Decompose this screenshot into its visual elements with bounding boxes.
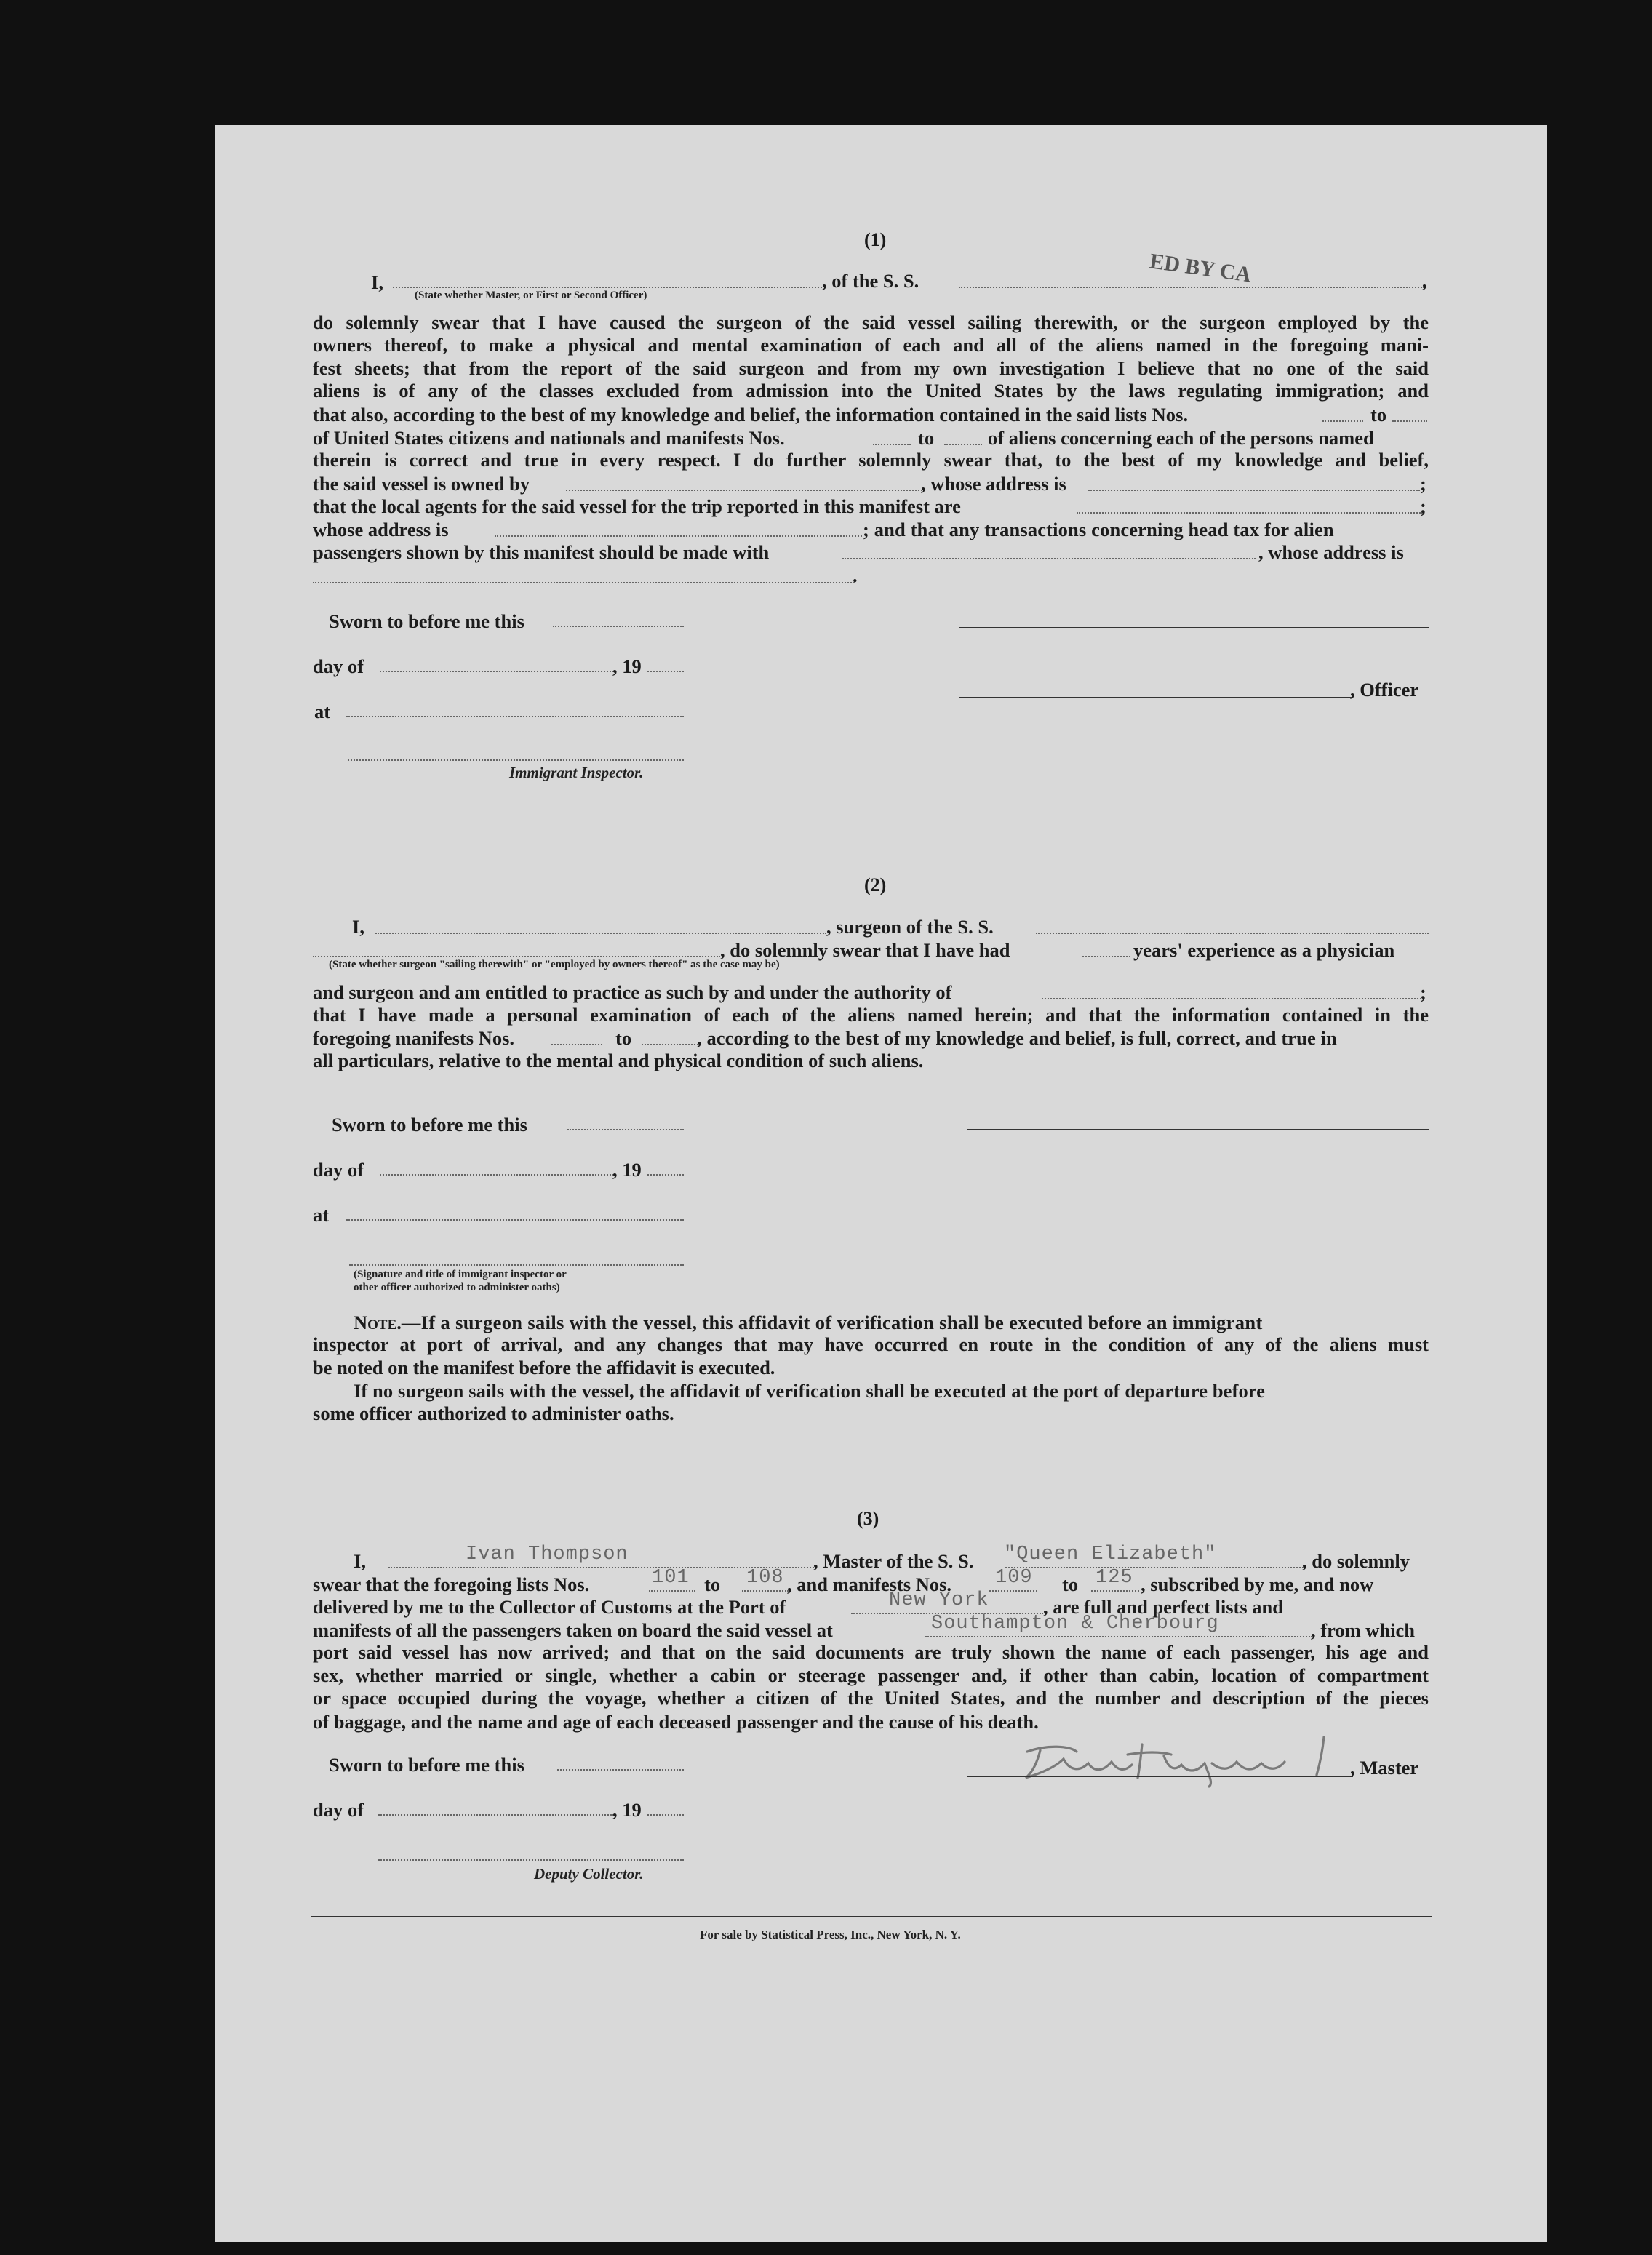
agents-address-line[interactable]	[495, 535, 862, 537]
oath-line: whose address is	[313, 519, 449, 540]
whose-address-label: , whose address is	[921, 473, 1066, 495]
to-label: to	[704, 1573, 721, 1595]
swear-label: , do solemnly swear that I have had	[720, 939, 1010, 961]
year-label: , 19	[612, 655, 642, 677]
oath-i: I,	[371, 271, 383, 293]
oath-line: owners thereof, to make a physical and mental examination of each and all of the aliens named in the foregoing mani-	[313, 334, 1429, 356]
semicolon: ;	[1420, 981, 1426, 1003]
owner-address-line[interactable]	[1088, 490, 1420, 491]
of-ss-label: , of the S. S.	[822, 270, 919, 292]
officer-signature-upper-line[interactable]	[959, 627, 1429, 628]
at-label: at	[313, 1204, 330, 1226]
manifest-to-line[interactable]	[1091, 1590, 1139, 1592]
list-from: 101	[652, 1567, 690, 1589]
oath-i: I,	[354, 1550, 366, 1572]
note-line: be noted on the manifest before the affidavit is executed.	[313, 1357, 775, 1378]
authority-field[interactable]	[1042, 998, 1421, 999]
to-label: to	[615, 1027, 632, 1049]
manifest-text-line: or space occupied during the voyage, whether a citizen of the United States, and the number and description of the pieces	[313, 1687, 1429, 1709]
inspector-signature-line[interactable]	[348, 759, 684, 761]
day-of-label: day of	[313, 655, 364, 677]
day-of-label: day of	[313, 1159, 364, 1181]
years-label: years' experience as a physician	[1133, 939, 1395, 961]
list-from-line[interactable]	[649, 1590, 695, 1592]
year-label: , 19	[612, 1799, 642, 1821]
surgeon-signature-line[interactable]	[967, 1129, 1429, 1130]
day-of-line[interactable]	[378, 1814, 614, 1816]
oath-line: that the local agents for the said vessel for the trip reported in this manifest are	[313, 495, 961, 517]
manifest-from: 109	[995, 1567, 1033, 1589]
sworn-label: Sworn to before me this	[329, 610, 524, 632]
particulars-line: all particulars, relative to the mental and physical condition of such aliens.	[313, 1050, 924, 1071]
footer-rule	[311, 1916, 1432, 1917]
sworn-day-line[interactable]	[553, 626, 684, 627]
note-line: some officer authorized to administer oaths.	[313, 1402, 674, 1424]
full-perfect-label: , are full and perfect lists and	[1043, 1596, 1284, 1618]
oath-i: I,	[352, 916, 364, 938]
note-line: If no surgeon sails with the vessel, the affidavit of verification shall be executed at the port of departure before	[354, 1380, 1266, 1402]
bleed-through-stamp: ED BY CA	[1148, 249, 1253, 287]
master-title-line[interactable]	[393, 287, 822, 288]
master-signature	[1018, 1730, 1353, 1788]
sworn-day-line[interactable]	[567, 1129, 684, 1130]
of-aliens-label: of aliens concerning each of the persons named	[988, 427, 1374, 449]
oath-line: fest sheets; that from the report of the said surgeon and from my own investigation I believe that no one of the said	[313, 357, 1429, 379]
day-of-line[interactable]	[380, 1174, 614, 1176]
authority-line: and surgeon and am entitled to practice as such by and under the authority of	[313, 981, 952, 1003]
section-1-heading: (1)	[864, 229, 887, 250]
head-tax-address-line[interactable]	[313, 582, 855, 583]
sig-caption-2: other officer authorized to administer oaths)	[354, 1282, 560, 1293]
master-caption: (State whether Master, or First or Second Officer)	[415, 290, 647, 301]
collector-signature-line[interactable]	[378, 1859, 684, 1861]
sig-caption-1: (Signature and title of immigrant inspector or	[354, 1269, 567, 1280]
year-line[interactable]	[647, 671, 684, 672]
surgeon-status-line[interactable]	[313, 956, 720, 957]
oath-line: of United States citizens and nationals and manifests Nos.	[313, 427, 785, 449]
at-line[interactable]	[346, 1219, 684, 1221]
surgeon-of-label: , surgeon of the S. S.	[826, 916, 994, 938]
surgeon-name-line[interactable]	[375, 933, 826, 934]
do-solemnly-label: , do solemnly	[1302, 1550, 1410, 1572]
day-of-label: day of	[313, 1799, 364, 1821]
head-tax-party-line[interactable]	[842, 558, 1256, 559]
note-text: —If a surgeon sails with the vessel, this affidavit of verification shall be executed before an immigrant	[401, 1312, 1263, 1333]
manifest-text-line: sex, whether married or single, whether a cabin or steerage passenger and, if other than cabin, location of compartment	[313, 1664, 1429, 1686]
manifest-to: 125	[1096, 1567, 1133, 1589]
port-name: New York	[889, 1589, 989, 1611]
list-from-line[interactable]	[1322, 420, 1363, 422]
manifests-of-label: manifests of all the passengers taken on board the said vessel at	[313, 1619, 833, 1641]
list-to: 108	[746, 1567, 784, 1589]
note-line: inspector at port of arrival, and any changes that may have occurred en route in the condition of any of the aliens must	[313, 1333, 1429, 1355]
master-signature-line[interactable]	[967, 1776, 1353, 1777]
master-label: , Master	[1350, 1757, 1419, 1779]
subscribed-label: , subscribed by me, and now	[1141, 1573, 1374, 1595]
from-which-label: , from which	[1311, 1619, 1416, 1641]
officer-signature-line[interactable]	[959, 697, 1352, 698]
owner-line[interactable]	[566, 490, 922, 491]
at-line[interactable]	[346, 716, 684, 717]
vessel-name-line[interactable]	[959, 287, 1424, 288]
section-3-heading: (3)	[857, 1508, 879, 1529]
agents-line[interactable]	[1077, 512, 1423, 514]
manifest-from-line[interactable]	[989, 1590, 1037, 1592]
departure-line[interactable]	[925, 1636, 1312, 1637]
oath-line: therein is correct and true in every respect. I do further solemnly swear that, to the best of my knowledge and belief,	[313, 449, 1429, 471]
manifest-text-line: of baggage, and the name and age of each deceased passenger and the cause of his death.	[313, 1711, 1039, 1733]
inspector-caption: Immigrant Inspector.	[509, 764, 644, 781]
manifest-to-line[interactable]	[944, 444, 982, 445]
to-label: to	[918, 427, 935, 449]
delivered-label: delivered by me to the Collector of Customs at the Port of	[313, 1596, 786, 1618]
master-of-label: , Master of the S. S.	[813, 1550, 974, 1572]
swear-lists-label: swear that the foregoing lists Nos.	[313, 1573, 590, 1595]
surgeon-caption: (State whether surgeon "sailing therewith" or "employed by owners thereof" as the case may be)	[329, 959, 780, 970]
day-of-line[interactable]	[380, 671, 614, 672]
sworn-label: Sworn to before me this	[332, 1114, 527, 1136]
oath-line: aliens is of any of the classes excluded from admission into the United States by the laws regulating immigration; and	[313, 380, 1429, 402]
period: .	[853, 564, 858, 586]
ship-name: "Queen Elizabeth"	[1004, 1544, 1217, 1565]
officer-label: , Officer	[1350, 679, 1419, 701]
year-line[interactable]	[647, 1814, 684, 1816]
footer-text: For sale by Statistical Press, Inc., New York, N. Y.	[700, 1928, 961, 1941]
departure-port: Southampton & Cherbourg	[931, 1613, 1219, 1635]
manifests-to-line[interactable]	[642, 1044, 698, 1045]
manifests-nos-label: foregoing manifests Nos.	[313, 1027, 515, 1049]
section-2-heading: (2)	[864, 874, 887, 895]
at-label: at	[314, 701, 331, 722]
whose-address-label-end: , whose address is	[1258, 541, 1404, 563]
according-label: , according to the best of my knowledge and belief, is full, correct, and true in	[697, 1027, 1337, 1049]
semicolon: ;	[1420, 473, 1426, 495]
to-label: to	[1370, 404, 1387, 426]
head-tax-label: ; and that any transactions concerning head tax for alien	[863, 519, 1334, 540]
ship-name-line[interactable]	[1005, 1567, 1304, 1568]
examination-line: that I have made a personal examination of each of the aliens named herein; and that the information contained in the	[313, 1004, 1429, 1026]
oath-line: the said vessel is owned by	[313, 473, 530, 495]
note-label: Note.	[354, 1312, 402, 1333]
inspector-signature-line[interactable]	[349, 1264, 684, 1266]
comma: ,	[1422, 270, 1427, 292]
year-line[interactable]	[647, 1174, 684, 1176]
surgeon-vessel-line[interactable]	[1036, 933, 1429, 934]
years-experience-line[interactable]	[1082, 956, 1130, 957]
sworn-label: Sworn to before me this	[329, 1754, 524, 1776]
master-name: Ivan Thompson	[466, 1544, 629, 1565]
sworn-day-line[interactable]	[557, 1769, 684, 1771]
list-to-line[interactable]	[742, 1590, 789, 1592]
note-line	[354, 1311, 1263, 1334]
oath-line: that also, according to the best of my knowledge and belief, the information contained in the said lists Nos.	[313, 404, 1189, 426]
semicolon: ;	[1420, 495, 1426, 517]
to-label: to	[1062, 1573, 1079, 1595]
oath-line: passengers shown by this manifest should be made with	[313, 541, 770, 563]
collector-caption: Deputy Collector.	[534, 1865, 644, 1883]
and-manifests-label: , and manifests Nos.	[787, 1573, 952, 1595]
oath-line: do solemnly swear that I have caused the surgeon of the said vessel sailing therewith, or the surgeon employed by the	[313, 311, 1429, 333]
list-to-line[interactable]	[1392, 420, 1427, 422]
manifest-from-line[interactable]	[873, 444, 911, 445]
manifest-text-line: port said vessel has now arrived; and that on the said documents are truly shown the name of each passenger, his age and	[313, 1641, 1429, 1663]
year-label: , 19	[612, 1159, 642, 1181]
manifests-from-line[interactable]	[551, 1044, 602, 1045]
